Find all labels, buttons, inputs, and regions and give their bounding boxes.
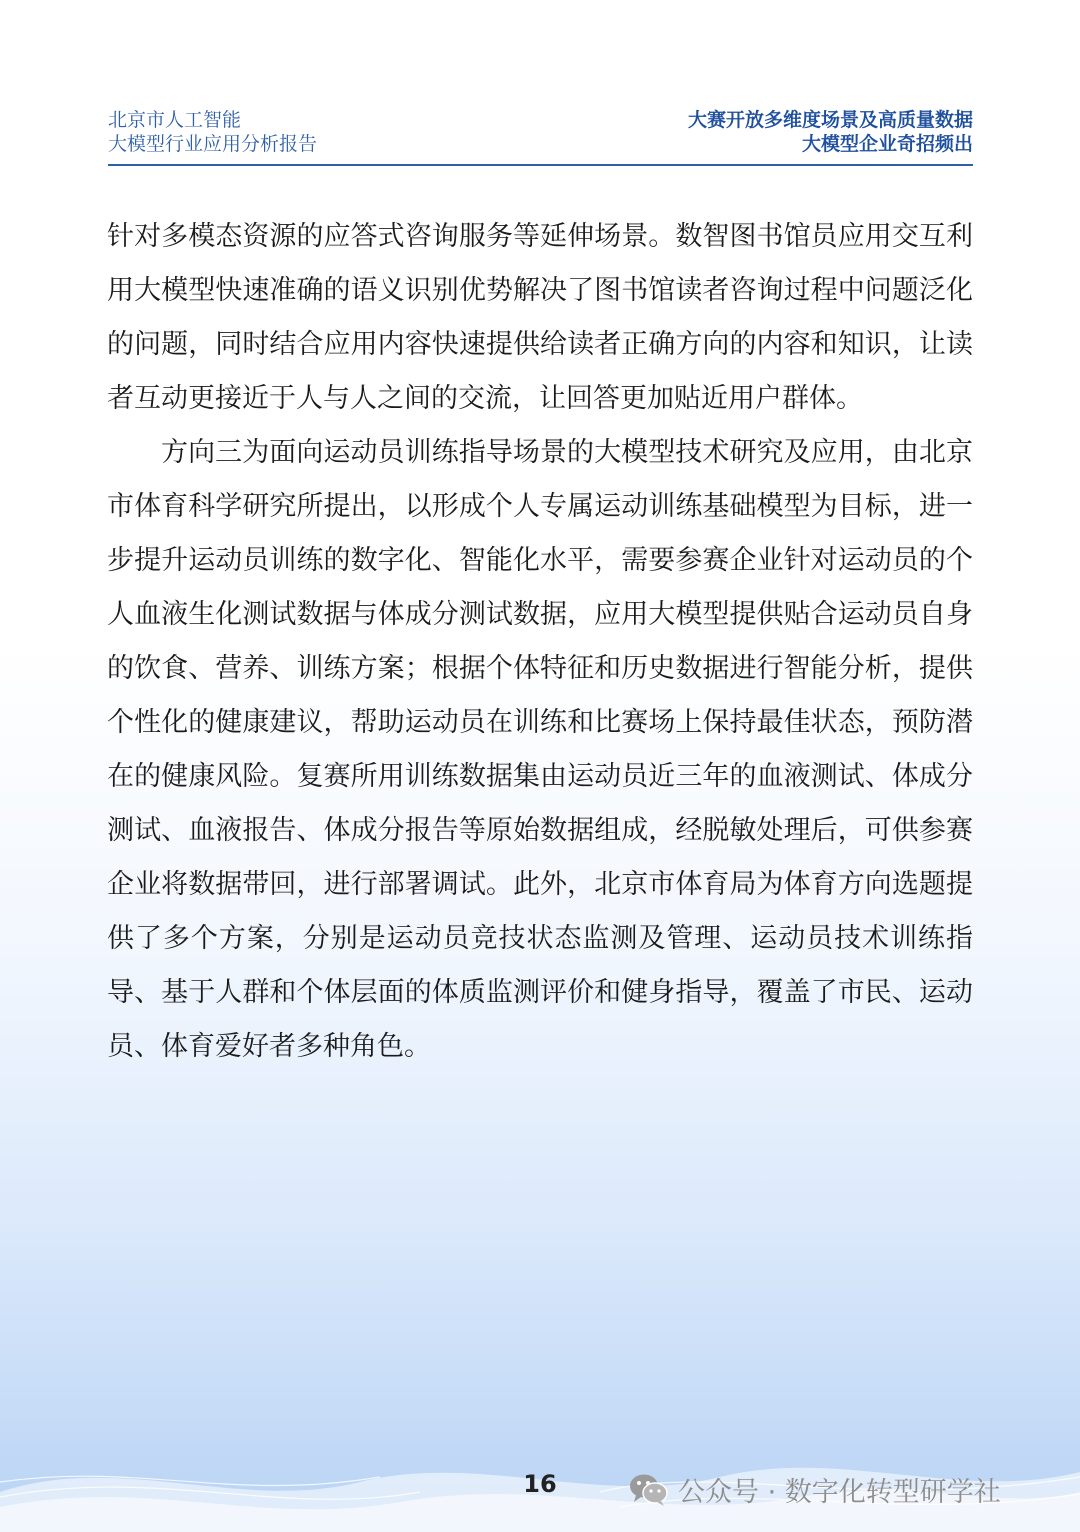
paragraph-1: 针对多模态资源的应答式咨询服务等延伸场景。数智图书馆员应用交互利用大模型快速准确的语义识别优势解决了图书馆读者咨询过程中问题泛化的问题，同时结合应用内容快速提供给读者正确方向的内容和知识，让读者互动更接近于人与人之间的交流，让回答更加贴近用户群体。 bbox=[107, 221, 973, 414]
section-title bbox=[688, 108, 973, 156]
wechat-icon bbox=[628, 1471, 670, 1507]
page-header bbox=[108, 108, 973, 166]
section-title-line2: 大模型企业奇招频出 bbox=[801, 133, 973, 155]
report-title bbox=[108, 108, 317, 156]
watermark-text: 公众号 · 数字化转型研学社 bbox=[678, 1476, 1001, 1508]
watermark bbox=[628, 1468, 1001, 1510]
page-number: 16 bbox=[523, 1470, 557, 1498]
paragraph-2: 方向三为面向运动员训练指导场景的大模型技术研究及应用，由北京市体育科学研究所提出，以形成个人专属运动训练基础模型为目标，进一步提升运动员训练的数字化、智能化水平，需要参赛企业针对运动员的个人血液生化测试数据与体成分测试数据，应用大模型提供贴合运动员自身的饮食、营养、训练方案；根据个体特征和历史数据进行智能分析，提供个性化的健康建议，帮助运动员在训练和比赛场上保持最佳状态，预防潜在的健康风险。复赛所用训练数据集由运动员近三年的血液测试、体成分测试、血液报告、体成分报告等原始数据组成，经脱敏处理后，可供参赛企业将数据带回，进行部署调试。此外，北京市体育局为体育方向选题提供了多个方案，分别是运动员竞技状态监测及管理、运动员技术训练指导、基于人群和个体层面的体质监测评价和健身指导，覆盖了市民、运动员、体育爱好者多种角色。 bbox=[107, 437, 973, 1062]
report-title-line1: 北京市人工智能 bbox=[108, 109, 242, 131]
report-title-line2: 大模型行业应用分析报告 bbox=[108, 133, 318, 155]
body-text bbox=[107, 210, 973, 1074]
section-title-line1: 大赛开放多维度场景及高质量数据 bbox=[687, 109, 973, 131]
